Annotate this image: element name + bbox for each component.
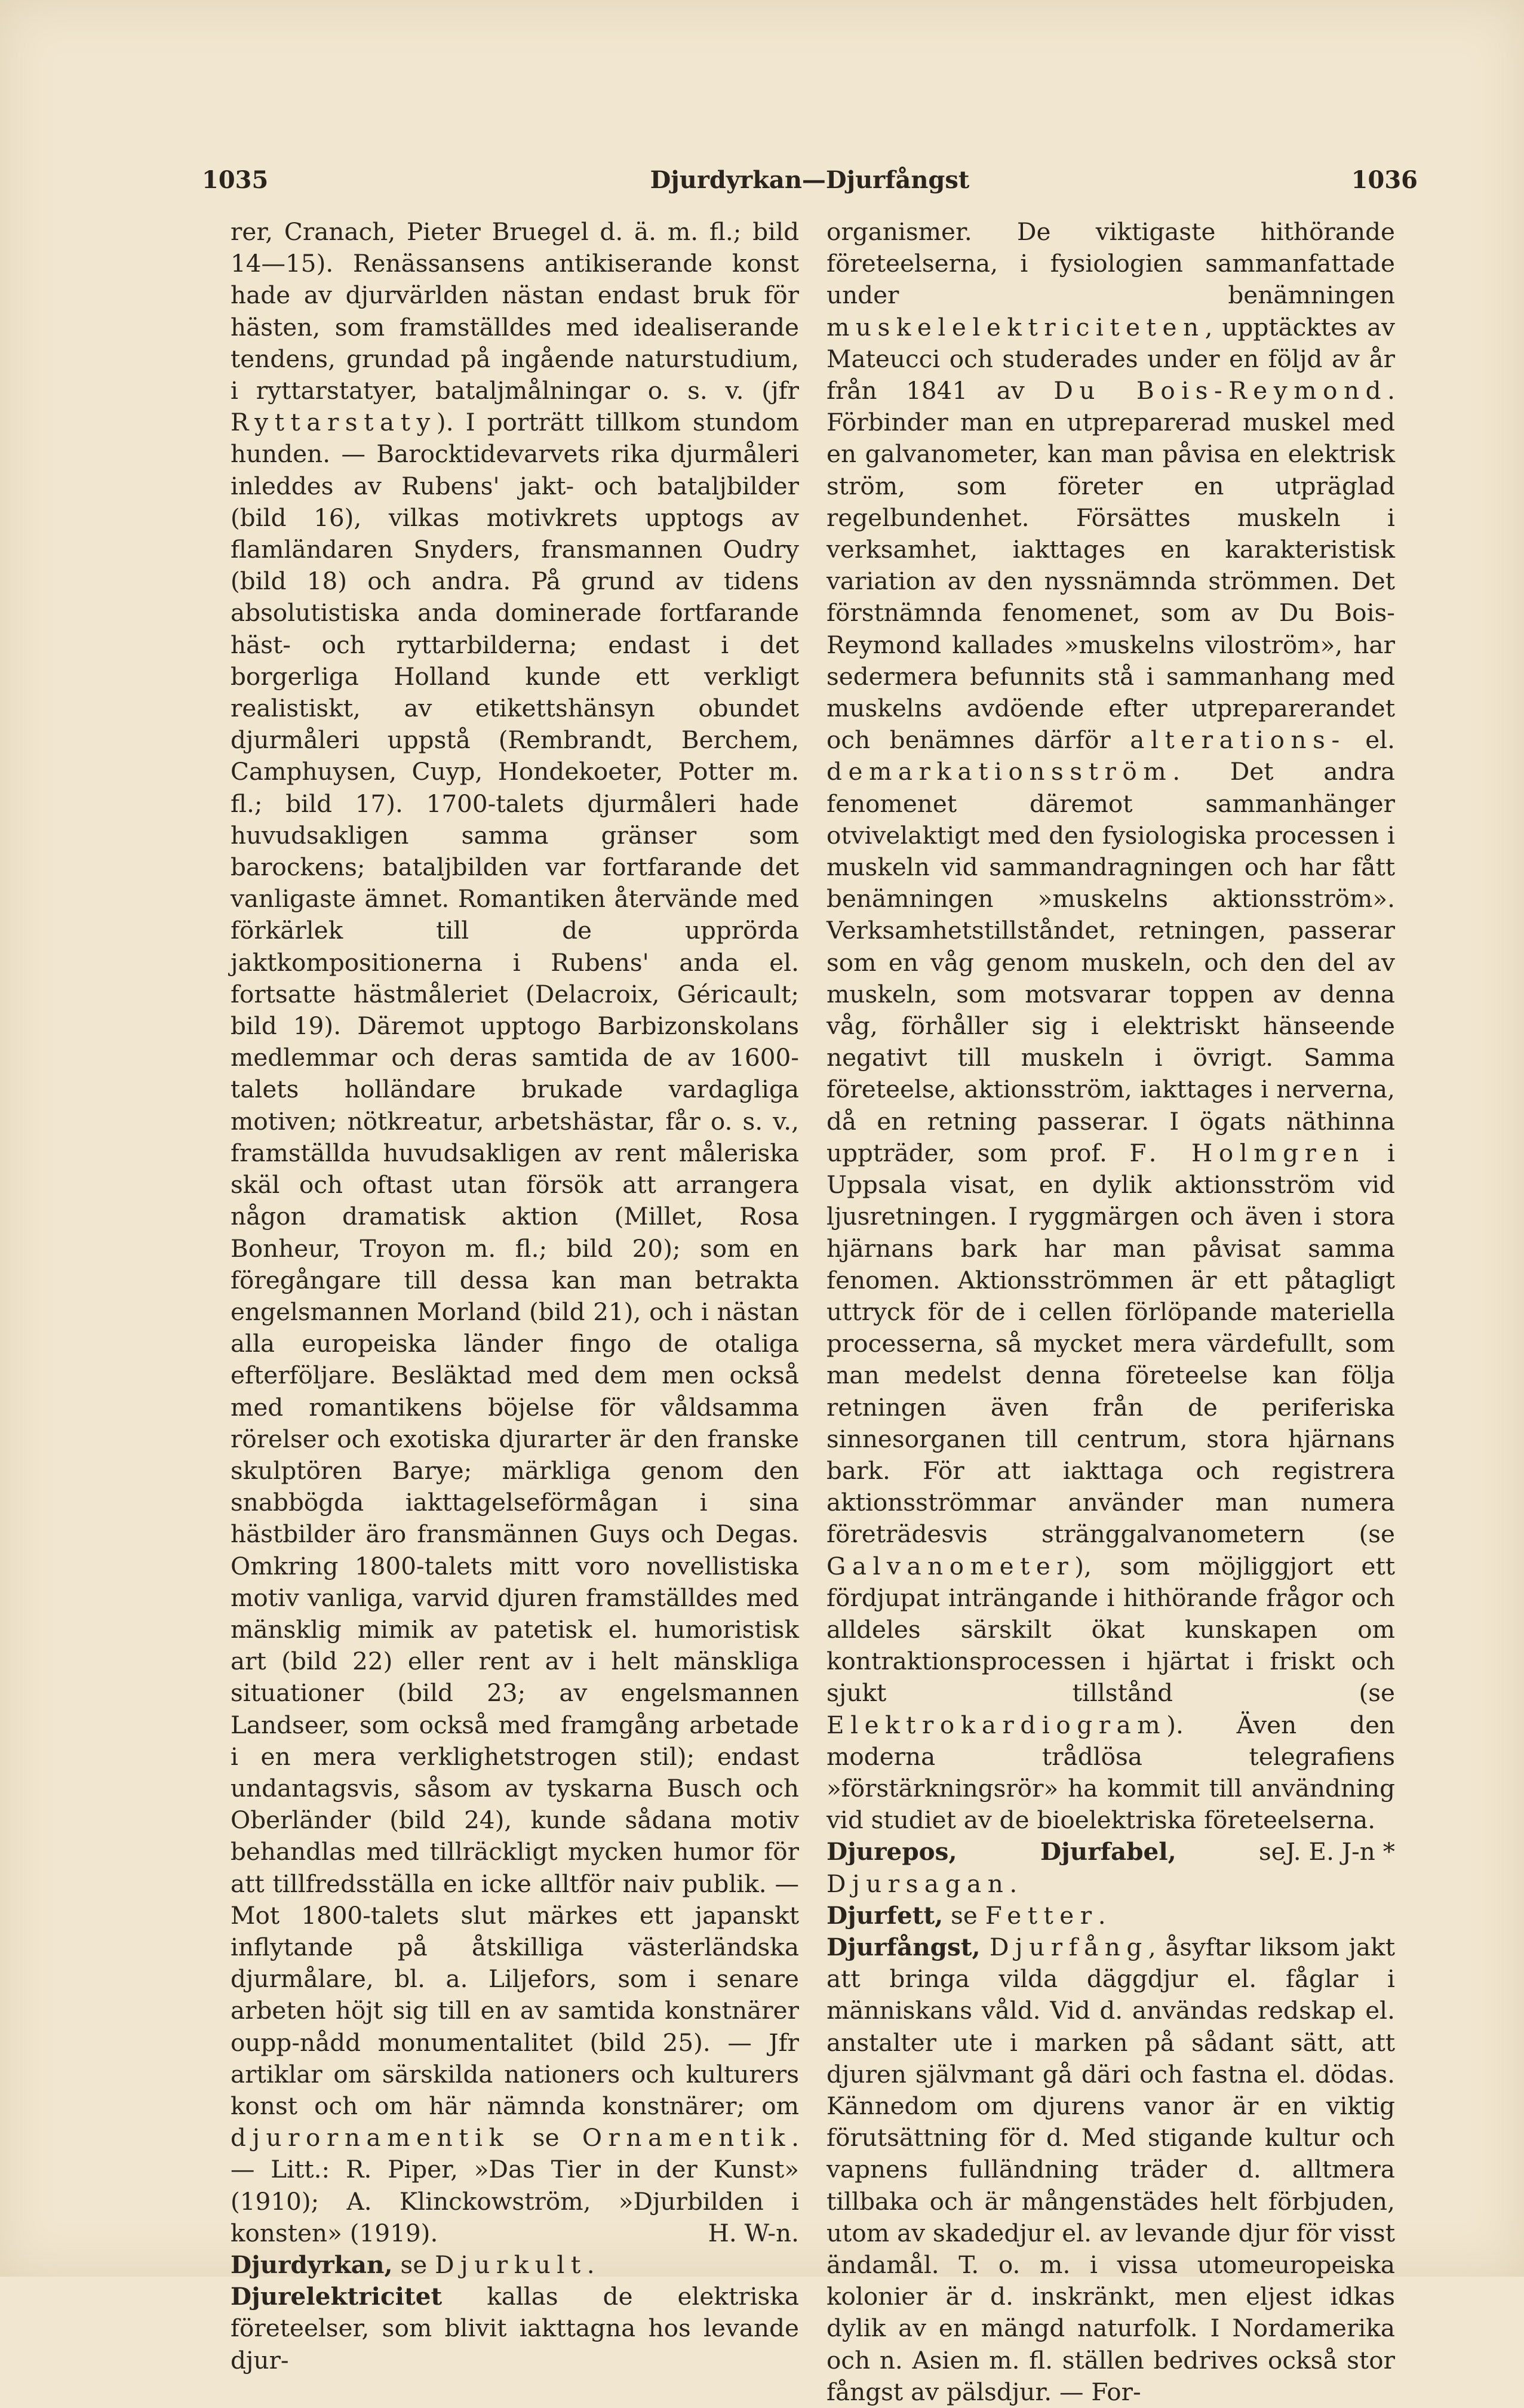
entry-djurfett: Djurfett, se Fetter. — [826, 1900, 1106, 1930]
running-title: Djurdyrkan—Djurfångst — [650, 166, 970, 194]
cross-reference[interactable]: Fetter — [985, 1900, 1098, 1930]
entry-djurepos: Djurepos, Djurfabel, se Djursagan. — [826, 1837, 1286, 1898]
cross-reference[interactable]: F. Holmgren — [1129, 1138, 1365, 1167]
entry-headword: Djurdyrkan, — [231, 2250, 393, 2279]
cross-reference[interactable]: Galvanometer — [826, 1551, 1075, 1580]
cross-reference: Djurfång — [990, 1932, 1148, 1961]
entry-djurfangst: Djurfångst, Djurfång, åsyftar liksom jakt att bringa vilda däggdjur el. fåglar i människans våld. Vid d. användas redskap el. anstalter ute i marken på sådant sätt, att djuren självmant gå däri och fastna el. dödas. Kännedom om djurens vanor är en viktig förutsättning för d. Med stigande kultur och vapnens fulländning träder d. alltmera tillbaka och är mångenstädes helt förbjuden, utom av skadedjur el. av levande djur för visst ändamål. T. o. m. i vissa utomeuropeiska kolonier är d. inskränkt, men eljest idkas dylik av en mängd naturfolk. I Nordamerika och n. Asien m. fl. ställen bedrives också stor fångst av pälsdjur. — For- — [826, 1932, 1395, 2406]
entry-headword: Djurfett, — [826, 1900, 944, 1930]
entry-djurelektricitet-continuation: organismer. De viktigaste hithörande företeelserna, i fysiologien sammanfattade under benämningen muskelelektriciteten, upptäcktes av Mateucci och studerades under en följd av år från 1841 av Du Bois-Reymond. Förbinder man en utpreparerad muskel med en galvanometer, kan man påvisa en elektrisk ström, som företer en utpräglad regelbundenhet. Försättes muskeln i verksamhet, iakttages en karakteristisk variation av den nyssnämnda strömmen. Det förstnämnda fenomenet, som av Du Bois-Reymond kallades »muskelns viloström», har sedermera befunnits stå i sammanhang med muskelns avdöende efter utpreparerandet och benämnes därför alterations- el. demarkationsström. Det andra fenomenet däremot sammanhänger otvivelaktigt med den fysiologiska processen i muskeln vid sammandragningen och har fått benämningen »muskelns aktionsström». Verksamhetstillståndet, retningen, passerar som en våg genom muskeln, och den del av muskeln, som motsvarar toppen av denna våg, förhåller sig i elektriskt hänseende negativt till muskeln i övrigt. Samma företeelse, aktionsström, iakttages i nerverna, då en retning passerar. I ögats näthinna uppträder, som prof. F. Holmgren i Uppsala visat, en dylik aktionsström vid ljusretningen. I ryggmärgen och även i stora hjärnans bark har man påvisat samma fenomen. Aktionsströmmen är ett påtagligt uttryck för de i cellen förlöpande materiella processerna, så mycket mera värdefullt, som man medelst denna företeelse kan följa retningen även från de periferiska sinnesorganen till centrum, stora hjärnans bark. För att iakttaga och registrera aktionsströmmar använder man numera företrädesvis stränggalvanometern (se Galvanometer), som möjliggjort ett fördjupat inträngande i hithörande frågor och alldeles särskilt ökat kunskapen om kontraktionsprocessen i hjärtat i friskt och sjukt tillstånd (se Elektrokardiogram). Även den moderna trådlösa telegrafiens »förstärkningsrör» ha kommit till användning vid studiet av de bioelektriska företeelserna. J. E. J-n * — [826, 216, 1395, 1836]
author-signature: J. E. J-n * — [1285, 1837, 1395, 1866]
page-number-left: 1035 — [202, 166, 269, 194]
entry-djurelektricitet: Djurelektricitet kallas de elektriska företeelser, som blivit iakttagna hos levande djur- — [231, 2282, 800, 2375]
running-header — [202, 156, 1418, 198]
cross-reference[interactable]: djurornamentik — [231, 2123, 510, 2152]
entry-djurdyrkan: Djurdyrkan, se Djurkult. — [231, 2250, 595, 2279]
entry-headword: Djurfångst, — [826, 1932, 981, 1961]
cross-reference[interactable]: Djurkult — [435, 2250, 587, 2279]
cross-reference[interactable]: Du Bois-Reymond — [1053, 376, 1388, 405]
cross-reference[interactable]: alterations- — [1130, 725, 1346, 755]
left-column — [231, 216, 799, 2376]
cross-reference[interactable]: Ornamentik — [582, 2123, 792, 2152]
page-number-right: 1036 — [1351, 166, 1418, 194]
author-signature: H. W-n. — [708, 2218, 799, 2247]
cross-reference[interactable]: Ryttarstaty — [231, 408, 437, 437]
right-column — [826, 216, 1395, 2408]
entry-headword: Djurelektricitet — [231, 2282, 443, 2311]
cross-reference[interactable]: muskelelektriciteten — [826, 312, 1205, 342]
cross-reference[interactable]: demarkationsström — [826, 757, 1173, 786]
cross-reference[interactable]: Elektrokardiogram — [826, 1710, 1167, 1739]
entry-headword: Djurepos, Djurfabel, — [826, 1837, 1176, 1866]
cross-reference[interactable]: Djursagan — [826, 1869, 1010, 1898]
art-entry-continuation: rer, Cranach, Pieter Bruegel d. ä. m. fl.; bild 14—15). Renässansens antikiserande konst hade av djurvärlden nästan endast bruk för hästen, som framställdes med idealiserande tendens, grundad på ingående naturstudium, i ryttarstatyer, bataljmålningar o. s. v. (jfr Ryttarstaty). I porträtt tillkom stundom hunden. — Barocktidevarvets rika djurmåleri inleddes av Rubens' jakt- och bataljbilder (bild 16), vilkas motivkrets upptogs av flamländaren Snyders, fransmannen Oudry (bild 18) och andra. På grund av tidens absolutistiska anda dominerade fortfarande häst- och ryttarbilderna; endast i det borgerliga Holland kunde ett verkligt realistiskt, av etikettshänsyn obundet djurmåleri uppstå (Rembrandt, Berchem, Camphuysen, Cuyp, Hondekoeter, Potter m. fl.; bild 17). 1700-talets djurmåleri hade huvudsakligen samma gränser som barockens; bataljbilden var fortfarande det vanligaste ämnet. Romantiken återvände med förkärlek till de upprörda jaktkompositionerna i Rubens' anda el. fortsatte hästmåleriet (Delacroix, Géricault; bild 19). Däremot upptogo Barbizonskolans medlemmar och deras samtida de av 1600-talets holländare brukade vardagliga motiven; nötkreatur, arbetshästar, får o. s. v., framställda huvudsakligen av rent måleriska skäl och oftast utan försök att arrangera någon dramatisk aktion (Millet, Rosa Bonheur, Troyon m. fl.; bild 20); som en föregångare till dessa kan man betrakta engelsmannen Morland (bild 21), och i nästan alla europeiska länder fingo de otaliga efterföljare. Besläktad med dem men också med romantikens böjelse för våldsamma rörelser och exotiska djurarter är den franske skulptören Barye; märkliga genom den snabbögda iakttagelseförmågan i sina hästbilder äro fransmännen Guys och Degas. Omkring 1800-talets mitt voro novellistiska motiv vanliga, varvid djuren framställdes med mänsklig mimik av patetisk el. humoristisk art (bild 22) eller rent av i helt mänskliga situationer (bild 23; av engelsmannen Landseer, som också med framgång arbetade i en mera verklighetstrogen stil); endast undantagsvis, såsom av tyskarna Busch och Oberländer (bild 24), kunde sådana motiv behandlas med tillräckligt mycken humor för att tillfredsställa en icke alltför naiv publik. — Mot 1800-talets slut märkes ett japanskt inflytande på åtskilliga västerländska djurmålare, bl. a. Liljefors, som i senare arbeten höjt sig till en av samtida konstnärer oupp-nådd monumentalitet (bild 25). — Jfr artiklar om särskilda nationers och kulturers konst och om här nämnda konstnärer; om djurornamentik se Ornamentik. — Litt.: R. Piper, »Das Tier in der Kunst» (1910); A. Klinckowström, »Djurbilden i konsten» (1919). H. W-n. — [231, 216, 799, 2249]
